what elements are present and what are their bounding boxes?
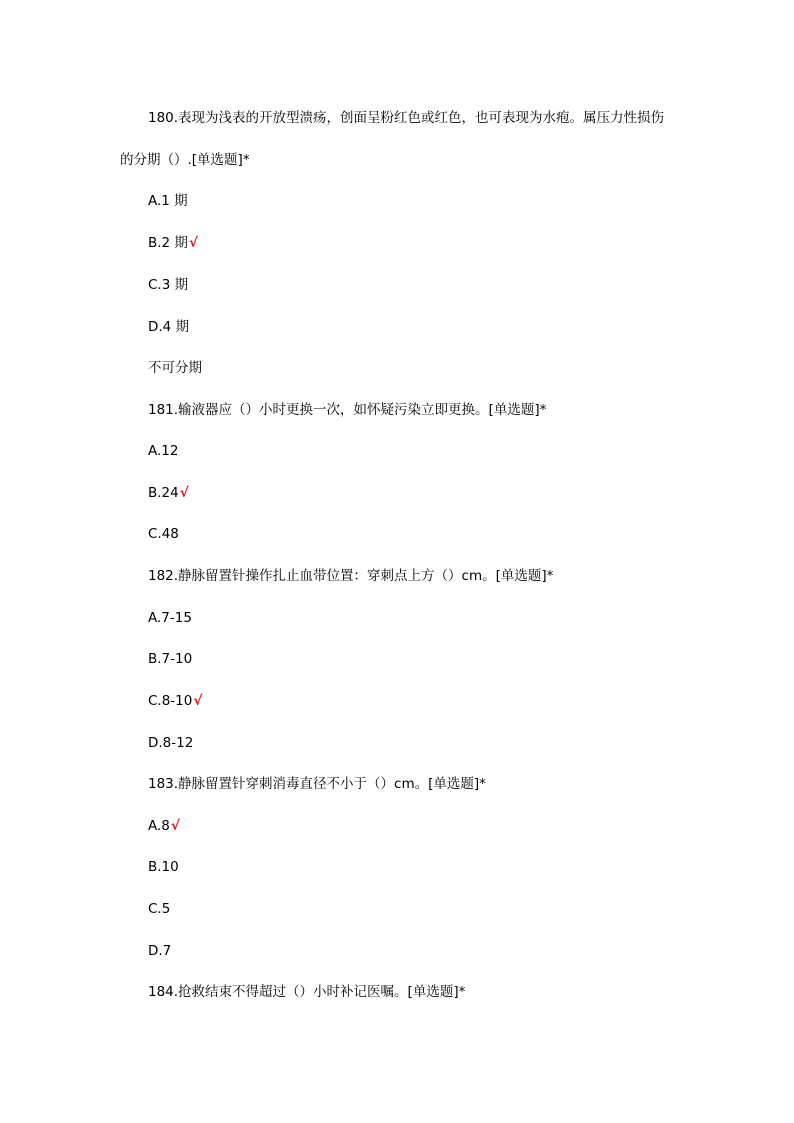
question-183-option-a: A.8√ bbox=[148, 818, 180, 834]
question-180-stem-continued: 的分期（）.[单选题]* bbox=[120, 152, 250, 168]
question-180-option-c: C.3 期 bbox=[148, 277, 189, 293]
question-183-option-c: C.5 bbox=[148, 901, 171, 917]
question-180-option-b: B.2 期√ bbox=[148, 235, 198, 251]
question-183-option-b: B.10 bbox=[148, 859, 179, 875]
question-182-option-d: D.8-12 bbox=[148, 735, 194, 751]
question-184-stem: 184.抢救结束不得超过（）小时补记医嘱。[单选题]* bbox=[148, 984, 466, 1000]
correct-check-icon: √ bbox=[193, 693, 203, 709]
question-180-option-a: A.1 期 bbox=[148, 193, 188, 209]
question-180-option-e: 不可分期 bbox=[148, 360, 202, 376]
correct-check-icon: √ bbox=[170, 818, 180, 834]
correct-check-icon: √ bbox=[188, 235, 198, 251]
question-180-option-d: D.4 期 bbox=[148, 319, 190, 335]
question-183-option-d: D.7 bbox=[148, 943, 172, 959]
question-181-option-c: C.48 bbox=[148, 526, 179, 542]
question-182-stem: 182.静脉留置针操作扎止血带位置：穿刺点上方（）cm。[单选题]* bbox=[148, 568, 554, 584]
question-182-option-a: A.7-15 bbox=[148, 610, 192, 626]
correct-check-icon: √ bbox=[179, 485, 189, 501]
question-182-option-c: C.8-10√ bbox=[148, 693, 203, 709]
question-183-stem: 183.静脉留置针穿刺消毒直径不小于（）cm。[单选题]* bbox=[148, 776, 486, 792]
question-181-stem: 181.输液器应（）小时更换一次，如怀疑污染立即更换。[单选题]* bbox=[148, 402, 547, 418]
question-182-option-b: B.7-10 bbox=[148, 651, 193, 667]
question-181-option-b: B.24√ bbox=[148, 485, 189, 501]
question-181-option-a: A.12 bbox=[148, 443, 179, 459]
question-180-stem: 180.表现为浅表的开放型溃疡，创面呈粉红色或红色，也可表现为水疱。属压力性损伤 bbox=[148, 110, 665, 126]
